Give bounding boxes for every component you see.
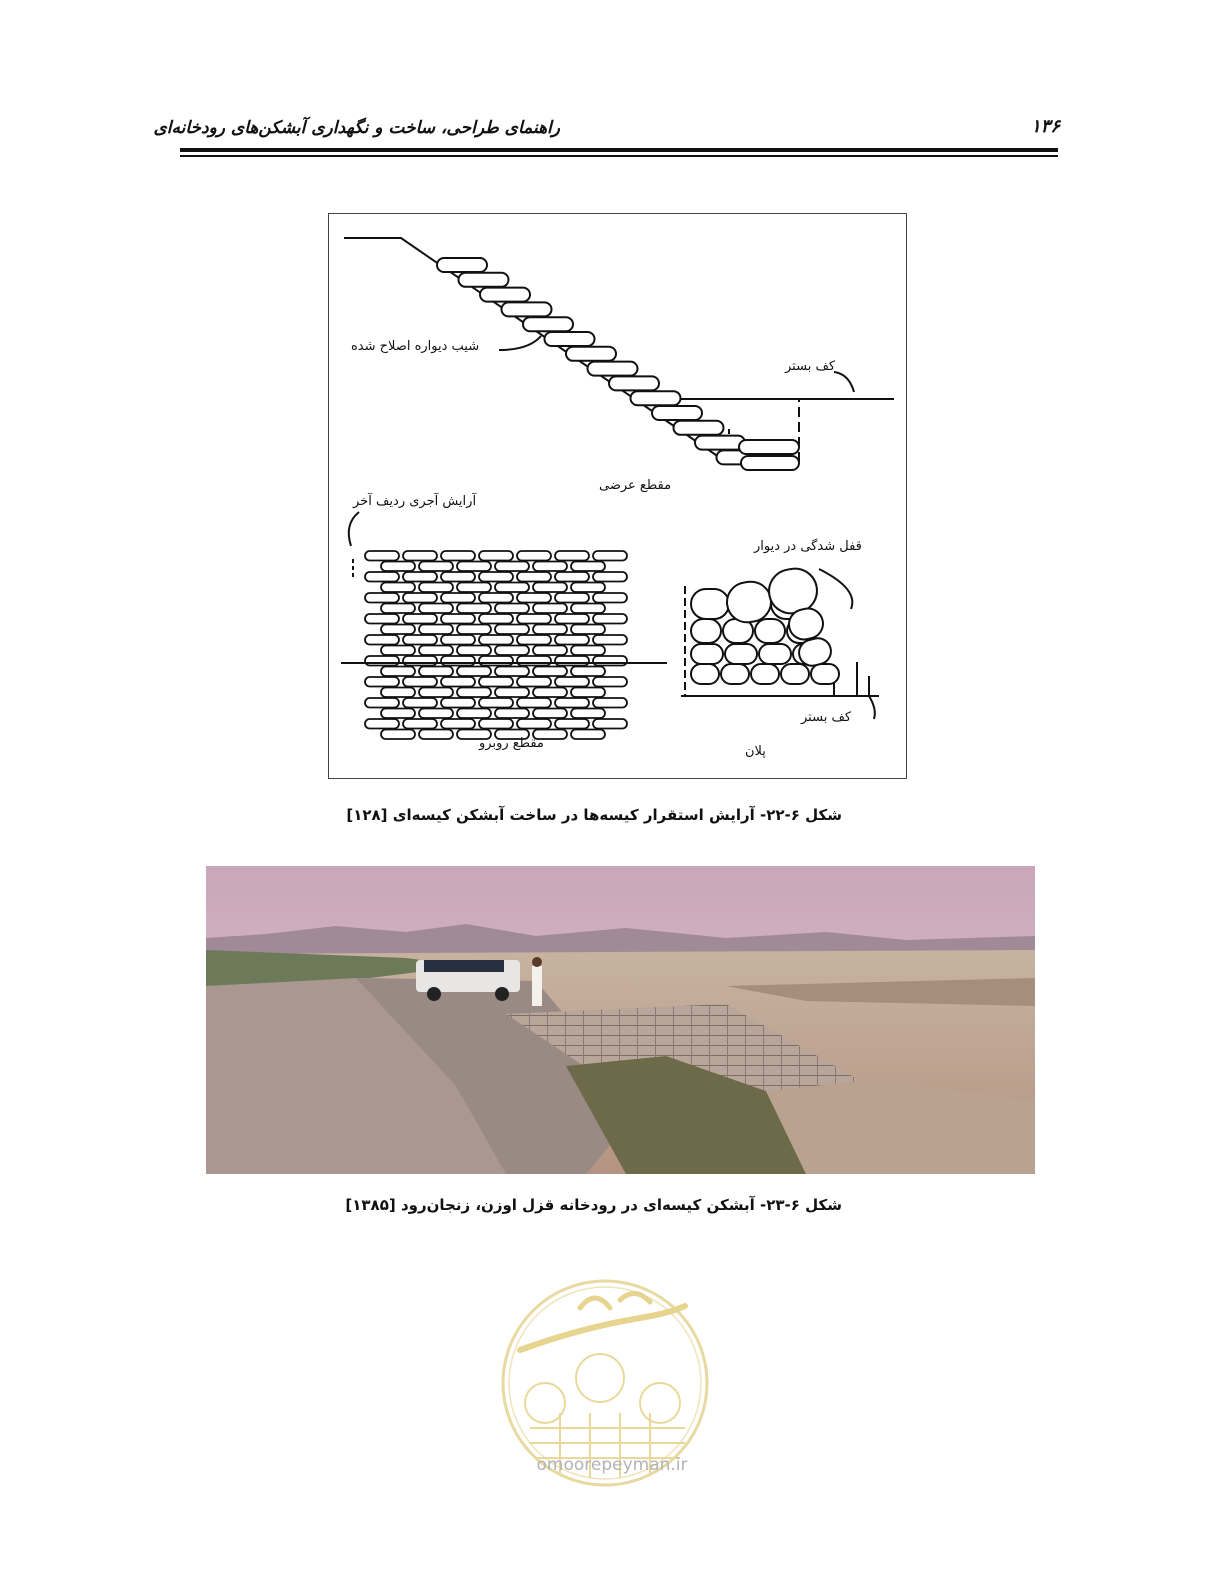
sandbag <box>479 572 513 582</box>
sandbag <box>571 562 605 572</box>
sandbag <box>725 644 757 664</box>
photo-sandbag-groyne <box>206 866 1035 1174</box>
sandbag <box>593 656 627 666</box>
sandbag <box>437 258 487 272</box>
label-bed-bottom: کف بستر <box>801 710 852 725</box>
sandbag <box>741 456 799 470</box>
sandbag <box>457 625 491 635</box>
sandbag <box>419 583 453 593</box>
sandbag <box>381 583 415 593</box>
sandbag <box>609 376 659 390</box>
label-slope: شیب دیواره اصلاح شده <box>351 339 480 354</box>
sandbag <box>419 562 453 572</box>
sandbag <box>555 698 589 708</box>
sandbag <box>495 562 529 572</box>
sandbag <box>479 614 513 624</box>
sandbag <box>724 579 773 625</box>
sandbag <box>479 719 513 729</box>
sandbag <box>441 656 475 666</box>
sandbag <box>759 644 791 664</box>
sandbag <box>479 698 513 708</box>
sandbag <box>459 273 509 287</box>
sandbag <box>517 656 551 666</box>
sandbag <box>365 719 399 729</box>
sandbag <box>631 391 681 405</box>
sandbag <box>652 406 702 420</box>
sandbag <box>381 730 415 740</box>
sandbag <box>533 583 567 593</box>
sandbag <box>381 688 415 698</box>
header-title: راهنمای طراحی، ساخت و نگهداری آبشکن‌های رودخانه‌ای <box>153 118 560 138</box>
sandbag <box>403 572 437 582</box>
sandbag <box>691 644 723 664</box>
sandbag <box>571 667 605 677</box>
sandbag <box>593 572 627 582</box>
header-rule-thin <box>180 155 1058 157</box>
sandbag <box>365 614 399 624</box>
sandbag <box>457 562 491 572</box>
sandbag <box>533 709 567 719</box>
sandbag <box>571 625 605 635</box>
label-bed-top: کف بستر <box>785 359 836 374</box>
sandbag <box>593 719 627 729</box>
sandbag <box>533 604 567 614</box>
sandbag <box>441 614 475 624</box>
sandbag <box>479 656 513 666</box>
sandbag <box>365 593 399 603</box>
sandbag <box>419 730 453 740</box>
sandbag <box>811 664 839 684</box>
sandbag <box>441 572 475 582</box>
sandbag <box>365 551 399 561</box>
sandbag <box>571 688 605 698</box>
sandbag <box>381 604 415 614</box>
sandbag <box>517 614 551 624</box>
sandbag <box>441 551 475 561</box>
sandbag <box>691 619 721 643</box>
label-wall-lock: قفل شدگی در دیوار <box>754 539 862 554</box>
sandbag <box>419 688 453 698</box>
sandbag <box>441 719 475 729</box>
sandbag <box>419 709 453 719</box>
sandbag <box>365 677 399 687</box>
sandbag <box>533 646 567 656</box>
sandbag <box>517 593 551 603</box>
sandbag <box>479 635 513 645</box>
sandbag <box>365 635 399 645</box>
sandbag <box>479 677 513 687</box>
sandbag <box>480 288 530 302</box>
sandbag <box>365 572 399 582</box>
sandbag <box>479 593 513 603</box>
sandbag <box>593 677 627 687</box>
sandbag <box>533 625 567 635</box>
label-cross-section: مقطع عرضی <box>599 478 672 493</box>
sandbag <box>691 589 729 619</box>
sandbag <box>381 667 415 677</box>
sandbag <box>381 562 415 572</box>
sandbag <box>571 604 605 614</box>
sandbag <box>571 646 605 656</box>
sandbag <box>674 421 724 435</box>
sandbag <box>593 698 627 708</box>
sandbag <box>555 677 589 687</box>
sandbag <box>739 440 799 454</box>
sandbag <box>555 656 589 666</box>
sandbag <box>533 688 567 698</box>
sandbag <box>441 593 475 603</box>
sandbag <box>566 347 616 361</box>
sandbag <box>495 688 529 698</box>
sandbag <box>403 614 437 624</box>
sandbag <box>555 635 589 645</box>
sandbag <box>502 302 552 316</box>
sandbag <box>403 677 437 687</box>
sandbag <box>533 667 567 677</box>
sandbag <box>593 635 627 645</box>
sandbag <box>419 646 453 656</box>
sandbag <box>517 635 551 645</box>
sandbag <box>479 551 513 561</box>
sandbag <box>441 677 475 687</box>
sandbag <box>555 593 589 603</box>
sandbag <box>593 551 627 561</box>
sandbag <box>555 551 589 561</box>
sandbag <box>545 332 595 346</box>
sandbag <box>457 646 491 656</box>
label-brick-arrangement: آرایش آجری ردیف آخر <box>353 494 477 509</box>
sandbag <box>381 709 415 719</box>
sandbag <box>781 664 809 684</box>
sandbag <box>403 635 437 645</box>
sandbag <box>403 719 437 729</box>
watermark-site: omoorepeyman.ir <box>536 1455 688 1475</box>
sandbag <box>517 677 551 687</box>
sandbag <box>495 646 529 656</box>
sandbag <box>555 719 589 729</box>
figure2-caption: شکل ۶-۲۳- آبشکن کیسه‌ای در رودخانه قزل اوزن، زنجان‌رود [۱۳۸۵] <box>345 1196 842 1214</box>
sandbag <box>403 656 437 666</box>
label-plan: پلان <box>745 744 766 759</box>
sandbag <box>457 604 491 614</box>
header-rule-thick <box>180 148 1058 152</box>
sandbag <box>495 625 529 635</box>
sandbag <box>365 656 399 666</box>
sandbag <box>571 730 605 740</box>
sandbag <box>365 698 399 708</box>
page-number: ۱۳۶ <box>1030 116 1060 137</box>
sandbag <box>588 362 638 376</box>
sandbag <box>495 583 529 593</box>
sandbag <box>593 593 627 603</box>
figure-bag-arrangement <box>328 213 907 779</box>
sandbag <box>381 625 415 635</box>
sandbag <box>495 667 529 677</box>
sandbag <box>457 709 491 719</box>
sandbag <box>457 688 491 698</box>
sandbag <box>403 551 437 561</box>
sandbag <box>419 625 453 635</box>
sandbag <box>555 572 589 582</box>
sandbag <box>695 436 745 450</box>
sandbag <box>593 614 627 624</box>
sandbag <box>755 619 785 643</box>
figure1-caption: شکل ۶-۲۲- آرایش استقرار کیسه‌ها در ساخت آبشکن کیسه‌ای [۱۲۸] <box>346 806 842 824</box>
sandbag <box>495 709 529 719</box>
sandbag <box>457 667 491 677</box>
sandbag <box>517 551 551 561</box>
label-front-section: مقطع روبرو <box>479 736 544 751</box>
sandbag <box>419 604 453 614</box>
sandbag <box>517 698 551 708</box>
sandbag <box>441 698 475 708</box>
sandbag <box>571 709 605 719</box>
sandbag <box>403 593 437 603</box>
sandbag <box>555 614 589 624</box>
sandbag <box>457 583 491 593</box>
sandbag <box>691 664 719 684</box>
sandbag <box>571 583 605 593</box>
sandbag <box>751 664 779 684</box>
sandbag <box>381 646 415 656</box>
sandbag <box>517 719 551 729</box>
sandbag <box>441 635 475 645</box>
sandbag <box>419 667 453 677</box>
sandbag <box>495 604 529 614</box>
sandbag <box>533 562 567 572</box>
sandbag <box>517 572 551 582</box>
sandbag <box>403 698 437 708</box>
sandbag <box>721 664 749 684</box>
sandbag <box>523 317 573 331</box>
